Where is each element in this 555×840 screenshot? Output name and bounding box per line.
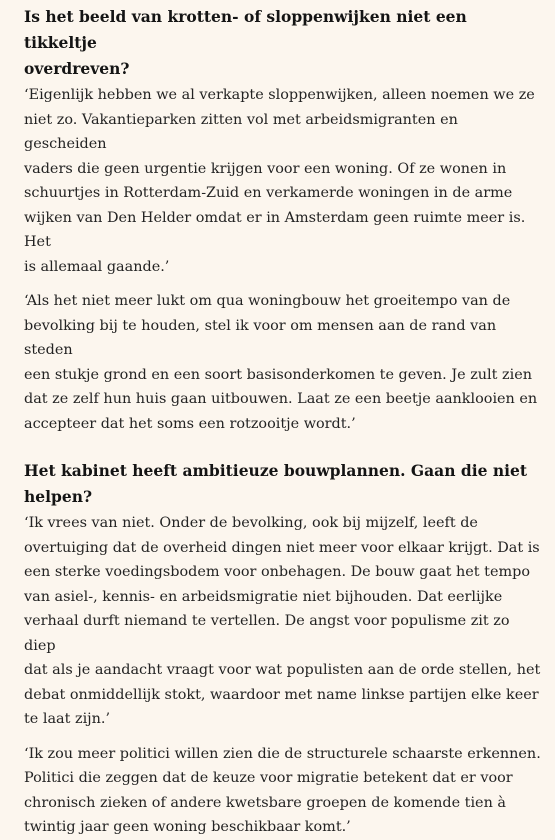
question-line: Is het beeld van krotten- of sloppenwijken niet een tikkeltje	[24, 7, 467, 52]
paragraph-line: dat ze zelf hun huis gaan uitbouwen. Laat ze een beetje aanklooien en	[24, 391, 538, 407]
paragraph-line: schuurtjes in Rotterdam-Zuid en verkamerde woningen in de arme	[24, 185, 513, 201]
paragraph-line: ‘Als het niet meer lukt om qua woningbouw het groeitempo van de	[24, 293, 511, 309]
interview-question	[24, 4, 543, 82]
paragraph-line: overtuiging dat de overheid dingen niet meer voor elkaar krijgt. Dat is	[24, 539, 540, 556]
paragraph-line: accepteer dat het soms een rotzooitje wordt.’	[24, 415, 356, 432]
paragraph-line: chronisch zieken of andere kwetsbare groepen de komende tien à	[24, 794, 506, 811]
paragraph-line: vaders die geen urgentie krijgen voor een woning. Of ze wonen in	[24, 160, 507, 177]
paragraph-line: te laat zijn.’	[24, 711, 111, 727]
paragraph-line: verhaal durft niemand te vertellen. De angst voor populisme zit zo diep	[24, 613, 510, 654]
interview-question	[24, 458, 543, 510]
paragraph-line: twintig jaar geen woning beschikbaar komt.’	[24, 819, 351, 835]
paragraph-line: Politici die zeggen dat de keuze voor migratie betekent dat er voor	[24, 770, 513, 786]
paragraph-line: een stukje grond en een soort basisonderkomen te geven. Je zult zien	[24, 366, 532, 383]
question-line: Het kabinet heeft ambitieuze bouwplannen. Gaan die niet helpen?	[24, 461, 528, 506]
paragraph-line: ‘Ik zou meer politici willen zien die de structurele schaarste erkennen.	[24, 745, 541, 762]
answer-paragraph	[24, 511, 543, 732]
paragraph-line: wijken van Den Helder omdat er in Amsterdam geen ruimte meer is. Het	[24, 209, 526, 250]
paragraph-line: bevolking bij te houden, stel ik voor om mensen aan de rand van steden	[24, 317, 497, 358]
answer-paragraph	[24, 742, 543, 840]
paragraph-line: een sterke voedingsbodem voor onbehagen. De bouw gaat het tempo	[24, 564, 530, 580]
interview-section-housing-slums	[24, 4, 543, 436]
paragraph-line: is allemaal gaande.’	[24, 258, 170, 275]
paragraph-line: niet zo. Vakantieparken zitten vol met arbeidsmigranten en gescheiden	[24, 111, 458, 152]
interview-section-building-plans	[24, 458, 543, 840]
paragraph-line: van asiel-, kennis- en arbeidsmigratie niet bijhouden. Dat eerlijke	[24, 588, 503, 605]
paragraph-line: dat als je aandacht vraagt voor wat populisten aan de orde stellen, het	[24, 662, 541, 678]
answer-paragraph	[24, 289, 543, 436]
question-line: overdreven?	[24, 59, 130, 78]
paragraph-line: debat onmiddellijk stokt, waardoor met name linkse partijen elke keer	[24, 686, 539, 703]
answer-paragraph	[24, 83, 543, 279]
paragraph-line: ‘Eigenlijk hebben we al verkapte sloppenwijken, alleen noemen we ze	[24, 87, 535, 103]
paragraph-line: ‘Ik vrees van niet. Onder de bevolking, ook bij mijzelf, leeft de	[24, 515, 478, 531]
